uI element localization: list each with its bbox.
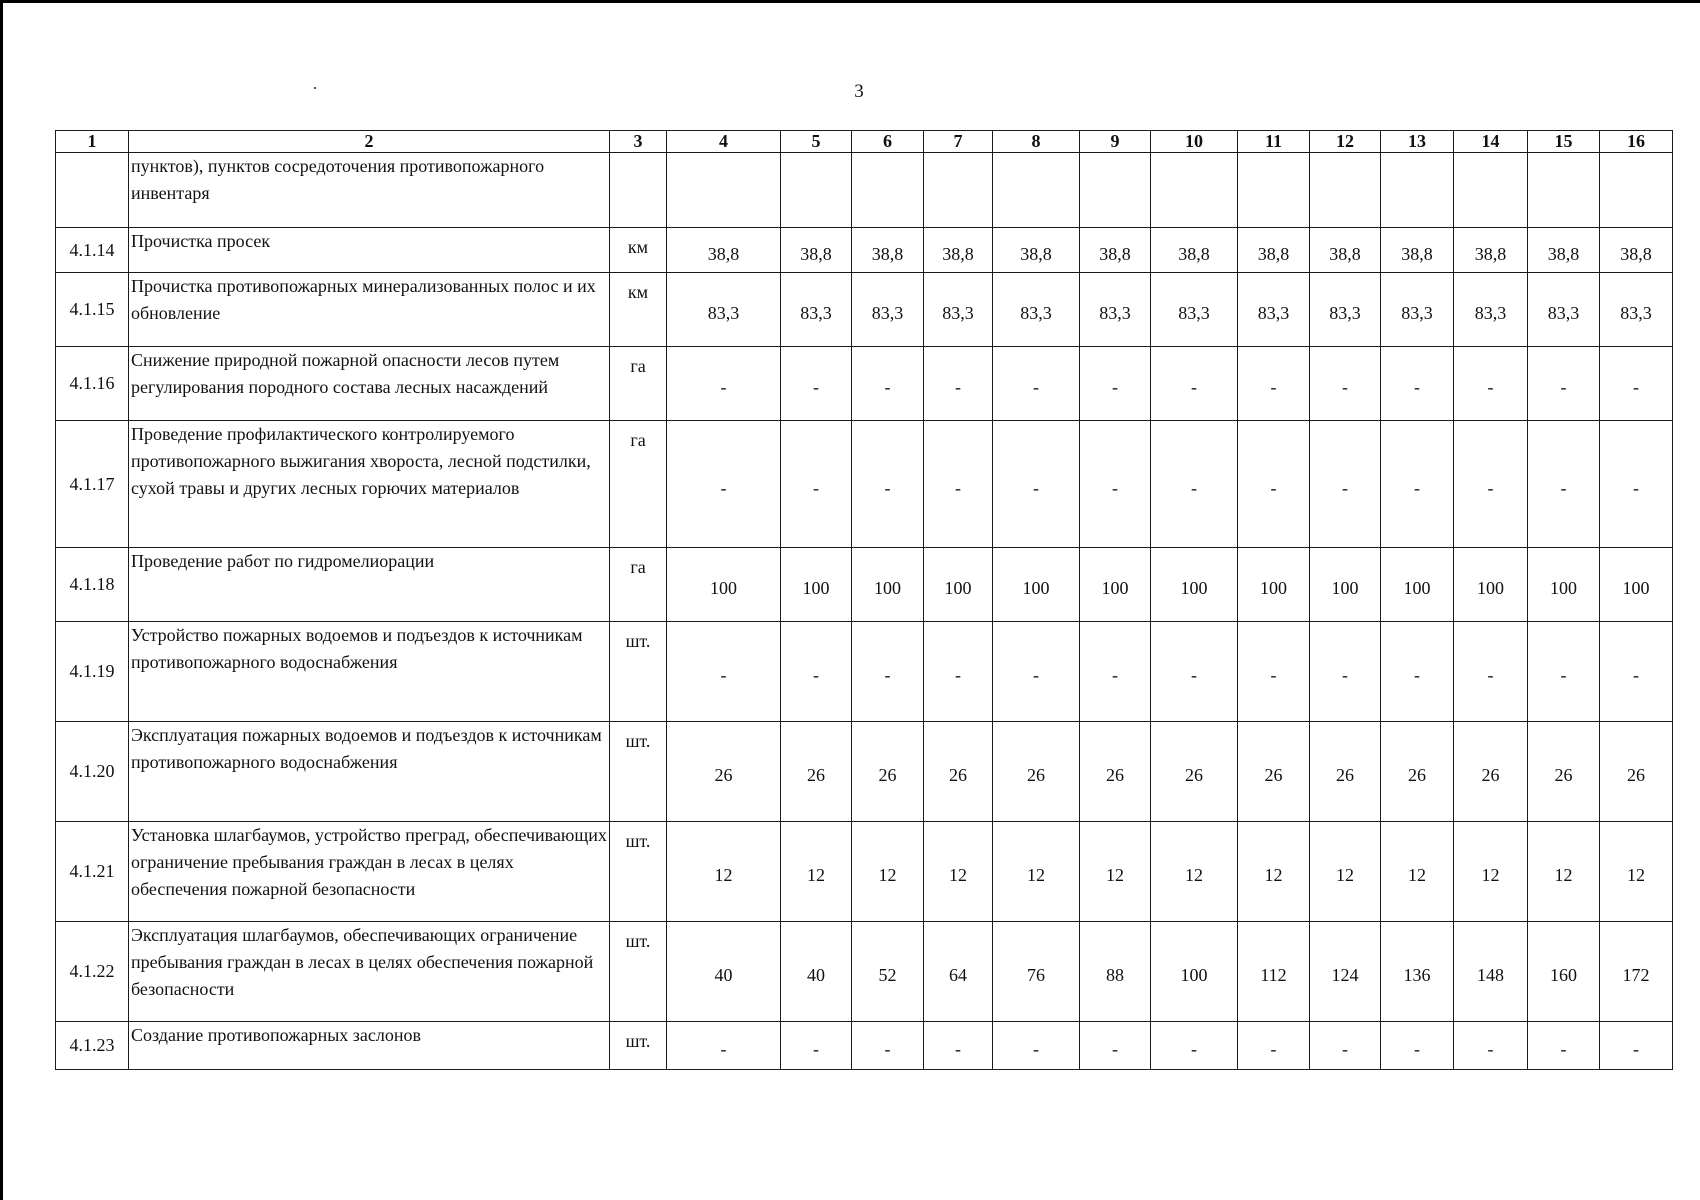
item-name: Установка шлагбаумов, устройство преград, обеспечивающих ограничение пребывания граждан в лесах в целях обеспечения пожарной безопасности bbox=[129, 822, 610, 922]
scan-speck bbox=[314, 87, 316, 89]
column-number-4: 4 bbox=[667, 131, 781, 153]
value-cell bbox=[667, 153, 781, 228]
item-unit bbox=[610, 153, 667, 228]
value-cell bbox=[1151, 153, 1238, 228]
item-code: 4.1.18 bbox=[56, 548, 129, 622]
value-cell: - bbox=[1600, 347, 1673, 421]
value-cell: - bbox=[924, 421, 993, 548]
item-name: пунктов), пунктов сосредоточения противопожарного инвентаря bbox=[129, 153, 610, 228]
value-cell: - bbox=[1151, 622, 1238, 722]
value-cell: - bbox=[781, 347, 852, 421]
item-name: Прочистка противопожарных минерализованных полос и их обновление bbox=[129, 273, 610, 347]
value-cell: 160 bbox=[1528, 922, 1600, 1022]
item-name: Эксплуатация шлагбаумов, обеспечивающих ограничение пребывания граждан в лесах в целях обеспечения пожарной безопасности bbox=[129, 922, 610, 1022]
value-cell: 52 bbox=[852, 922, 924, 1022]
item-code: 4.1.16 bbox=[56, 347, 129, 421]
column-number-2: 2 bbox=[129, 131, 610, 153]
value-cell: - bbox=[993, 1022, 1080, 1070]
value-cell: 83,3 bbox=[1310, 273, 1381, 347]
value-cell: 38,8 bbox=[1080, 228, 1151, 273]
value-cell: 12 bbox=[852, 822, 924, 922]
value-cell bbox=[924, 153, 993, 228]
forest-fire-measures-table bbox=[55, 130, 1673, 1070]
value-cell: 38,8 bbox=[781, 228, 852, 273]
value-cell: 83,3 bbox=[1080, 273, 1151, 347]
value-cell: 172 bbox=[1600, 922, 1673, 1022]
column-number-8: 8 bbox=[993, 131, 1080, 153]
table-row bbox=[56, 822, 1673, 922]
value-cell: 124 bbox=[1310, 922, 1381, 1022]
value-cell: 26 bbox=[1310, 722, 1381, 822]
value-cell: 26 bbox=[1600, 722, 1673, 822]
column-number-5: 5 bbox=[781, 131, 852, 153]
value-cell: - bbox=[924, 347, 993, 421]
value-cell: 26 bbox=[852, 722, 924, 822]
value-cell: 100 bbox=[1310, 548, 1381, 622]
value-cell bbox=[1080, 153, 1151, 228]
value-cell: - bbox=[1238, 1022, 1310, 1070]
value-cell: 26 bbox=[993, 722, 1080, 822]
item-code: 4.1.17 bbox=[56, 421, 129, 548]
value-cell: 12 bbox=[667, 822, 781, 922]
value-cell: 88 bbox=[1080, 922, 1151, 1022]
value-cell: - bbox=[1080, 421, 1151, 548]
value-cell: 100 bbox=[1528, 548, 1600, 622]
value-cell: 83,3 bbox=[1454, 273, 1528, 347]
value-cell: 26 bbox=[1381, 722, 1454, 822]
value-cell: - bbox=[1080, 622, 1151, 722]
value-cell: 100 bbox=[1454, 548, 1528, 622]
value-cell: 83,3 bbox=[781, 273, 852, 347]
value-cell: 38,8 bbox=[1238, 228, 1310, 273]
item-unit: шт. bbox=[610, 922, 667, 1022]
value-cell: - bbox=[781, 622, 852, 722]
value-cell: 100 bbox=[1381, 548, 1454, 622]
item-unit: га bbox=[610, 347, 667, 421]
item-code: 4.1.22 bbox=[56, 922, 129, 1022]
value-cell: - bbox=[852, 622, 924, 722]
value-cell: - bbox=[1381, 622, 1454, 722]
item-name: Эксплуатация пожарных водоемов и подъездов к источникам противопожарного водоснабжения bbox=[129, 722, 610, 822]
value-cell: 83,3 bbox=[924, 273, 993, 347]
value-cell: 12 bbox=[1528, 822, 1600, 922]
value-cell: - bbox=[993, 622, 1080, 722]
value-cell: - bbox=[667, 421, 781, 548]
value-cell bbox=[1381, 153, 1454, 228]
column-number-12: 12 bbox=[1310, 131, 1381, 153]
column-number-6: 6 bbox=[852, 131, 924, 153]
item-code: 4.1.19 bbox=[56, 622, 129, 722]
value-cell: - bbox=[1600, 622, 1673, 722]
value-cell: 38,8 bbox=[1528, 228, 1600, 273]
value-cell: - bbox=[1600, 1022, 1673, 1070]
table-row bbox=[56, 922, 1673, 1022]
value-cell: 100 bbox=[781, 548, 852, 622]
value-cell: 83,3 bbox=[993, 273, 1080, 347]
value-cell bbox=[1528, 153, 1600, 228]
value-cell: 83,3 bbox=[1238, 273, 1310, 347]
item-unit: шт. bbox=[610, 722, 667, 822]
value-cell: 26 bbox=[924, 722, 993, 822]
value-cell: - bbox=[667, 622, 781, 722]
value-cell: - bbox=[1151, 421, 1238, 548]
column-number-14: 14 bbox=[1454, 131, 1528, 153]
column-number-7: 7 bbox=[924, 131, 993, 153]
item-code: 4.1.15 bbox=[56, 273, 129, 347]
value-cell: 100 bbox=[1080, 548, 1151, 622]
value-cell: 26 bbox=[1238, 722, 1310, 822]
value-cell: - bbox=[1238, 347, 1310, 421]
value-cell: 12 bbox=[781, 822, 852, 922]
value-cell: 12 bbox=[1310, 822, 1381, 922]
item-code bbox=[56, 153, 129, 228]
value-cell: 38,8 bbox=[1151, 228, 1238, 273]
value-cell: - bbox=[1528, 1022, 1600, 1070]
item-unit: км bbox=[610, 273, 667, 347]
value-cell: 38,8 bbox=[993, 228, 1080, 273]
value-cell: 38,8 bbox=[1310, 228, 1381, 273]
value-cell: - bbox=[1454, 1022, 1528, 1070]
value-cell: - bbox=[1310, 421, 1381, 548]
column-number-3: 3 bbox=[610, 131, 667, 153]
item-name: Устройство пожарных водоемов и подъездов к источникам противопожарного водоснабжения bbox=[129, 622, 610, 722]
table-row bbox=[56, 622, 1673, 722]
value-cell: 76 bbox=[993, 922, 1080, 1022]
value-cell: 38,8 bbox=[852, 228, 924, 273]
column-number-16: 16 bbox=[1600, 131, 1673, 153]
value-cell: - bbox=[1381, 421, 1454, 548]
value-cell: - bbox=[852, 421, 924, 548]
value-cell: - bbox=[1528, 421, 1600, 548]
value-cell bbox=[781, 153, 852, 228]
value-cell: 12 bbox=[1381, 822, 1454, 922]
item-name: Создание противопожарных заслонов bbox=[129, 1022, 610, 1070]
table-row bbox=[56, 273, 1673, 347]
value-cell: 26 bbox=[1454, 722, 1528, 822]
item-name: Прочистка просек bbox=[129, 228, 610, 273]
value-cell bbox=[1238, 153, 1310, 228]
value-cell: 38,8 bbox=[1381, 228, 1454, 273]
value-cell: 40 bbox=[781, 922, 852, 1022]
header-row bbox=[56, 131, 1673, 153]
value-cell: - bbox=[1381, 347, 1454, 421]
table-row bbox=[56, 1022, 1673, 1070]
value-cell: 83,3 bbox=[667, 273, 781, 347]
table-row bbox=[56, 228, 1673, 273]
value-cell: 83,3 bbox=[1151, 273, 1238, 347]
table-row bbox=[56, 548, 1673, 622]
item-unit: га bbox=[610, 421, 667, 548]
table-row bbox=[56, 421, 1673, 548]
value-cell: 100 bbox=[1151, 922, 1238, 1022]
value-cell: 38,8 bbox=[1600, 228, 1673, 273]
value-cell: 100 bbox=[1238, 548, 1310, 622]
value-cell: 12 bbox=[1238, 822, 1310, 922]
value-cell: - bbox=[993, 421, 1080, 548]
value-cell: - bbox=[1454, 622, 1528, 722]
value-cell: 26 bbox=[1151, 722, 1238, 822]
value-cell: 83,3 bbox=[1600, 273, 1673, 347]
value-cell: 26 bbox=[1528, 722, 1600, 822]
value-cell: - bbox=[1238, 421, 1310, 548]
value-cell bbox=[1600, 153, 1673, 228]
value-cell bbox=[1454, 153, 1528, 228]
value-cell: 83,3 bbox=[852, 273, 924, 347]
value-cell: 38,8 bbox=[667, 228, 781, 273]
value-cell bbox=[1310, 153, 1381, 228]
value-cell: 148 bbox=[1454, 922, 1528, 1022]
value-cell: - bbox=[1080, 1022, 1151, 1070]
value-cell: 83,3 bbox=[1528, 273, 1600, 347]
table-row bbox=[56, 722, 1673, 822]
value-cell: - bbox=[1454, 421, 1528, 548]
value-cell: - bbox=[852, 1022, 924, 1070]
value-cell: 12 bbox=[924, 822, 993, 922]
item-name: Проведение работ по гидромелиорации bbox=[129, 548, 610, 622]
value-cell bbox=[993, 153, 1080, 228]
value-cell: 100 bbox=[1600, 548, 1673, 622]
value-cell: 38,8 bbox=[924, 228, 993, 273]
value-cell: 12 bbox=[993, 822, 1080, 922]
column-number-13: 13 bbox=[1381, 131, 1454, 153]
item-code: 4.1.20 bbox=[56, 722, 129, 822]
value-cell: 83,3 bbox=[1381, 273, 1454, 347]
table-row bbox=[56, 347, 1673, 421]
value-cell: 12 bbox=[1080, 822, 1151, 922]
value-cell: 26 bbox=[667, 722, 781, 822]
column-number-11: 11 bbox=[1238, 131, 1310, 153]
item-name: Снижение природной пожарной опасности лесов путем регулирования породного состава лесных насаждений bbox=[129, 347, 610, 421]
value-cell: - bbox=[1528, 347, 1600, 421]
value-cell: - bbox=[1080, 347, 1151, 421]
value-cell: - bbox=[993, 347, 1080, 421]
column-number-1: 1 bbox=[56, 131, 129, 153]
value-cell: 100 bbox=[852, 548, 924, 622]
value-cell: 12 bbox=[1151, 822, 1238, 922]
value-cell: - bbox=[1381, 1022, 1454, 1070]
value-cell: 26 bbox=[1080, 722, 1151, 822]
item-unit: шт. bbox=[610, 822, 667, 922]
item-unit: шт. bbox=[610, 622, 667, 722]
value-cell: 40 bbox=[667, 922, 781, 1022]
value-cell: - bbox=[1310, 1022, 1381, 1070]
value-cell: - bbox=[924, 622, 993, 722]
item-unit: шт. bbox=[610, 1022, 667, 1070]
column-number-9: 9 bbox=[1080, 131, 1151, 153]
value-cell: - bbox=[1600, 421, 1673, 548]
item-code: 4.1.23 bbox=[56, 1022, 129, 1070]
item-code: 4.1.14 bbox=[56, 228, 129, 273]
value-cell: - bbox=[1310, 622, 1381, 722]
column-number-10: 10 bbox=[1151, 131, 1238, 153]
value-cell: 12 bbox=[1600, 822, 1673, 922]
value-cell: - bbox=[667, 347, 781, 421]
value-cell: 100 bbox=[924, 548, 993, 622]
value-cell: - bbox=[1310, 347, 1381, 421]
item-name: Проведение профилактического контролируемого противопожарного выжигания хвороста, лесной подстилки, сухой травы и других лесных горючих материалов bbox=[129, 421, 610, 548]
value-cell: 12 bbox=[1454, 822, 1528, 922]
value-cell: 100 bbox=[667, 548, 781, 622]
page-number: 3 bbox=[854, 81, 864, 102]
item-unit: га bbox=[610, 548, 667, 622]
item-unit: км bbox=[610, 228, 667, 273]
table-row bbox=[56, 153, 1673, 228]
value-cell: - bbox=[852, 347, 924, 421]
value-cell: 100 bbox=[1151, 548, 1238, 622]
value-cell: - bbox=[924, 1022, 993, 1070]
value-cell: - bbox=[1238, 622, 1310, 722]
value-cell bbox=[852, 153, 924, 228]
value-cell: - bbox=[1454, 347, 1528, 421]
value-cell: - bbox=[781, 1022, 852, 1070]
value-cell: 64 bbox=[924, 922, 993, 1022]
value-cell: - bbox=[667, 1022, 781, 1070]
column-number-15: 15 bbox=[1528, 131, 1600, 153]
value-cell: - bbox=[781, 421, 852, 548]
item-code: 4.1.21 bbox=[56, 822, 129, 922]
value-cell: 26 bbox=[781, 722, 852, 822]
value-cell: - bbox=[1151, 1022, 1238, 1070]
value-cell: - bbox=[1151, 347, 1238, 421]
value-cell: 100 bbox=[993, 548, 1080, 622]
value-cell: 112 bbox=[1238, 922, 1310, 1022]
value-cell: 38,8 bbox=[1454, 228, 1528, 273]
value-cell: 136 bbox=[1381, 922, 1454, 1022]
value-cell: - bbox=[1528, 622, 1600, 722]
